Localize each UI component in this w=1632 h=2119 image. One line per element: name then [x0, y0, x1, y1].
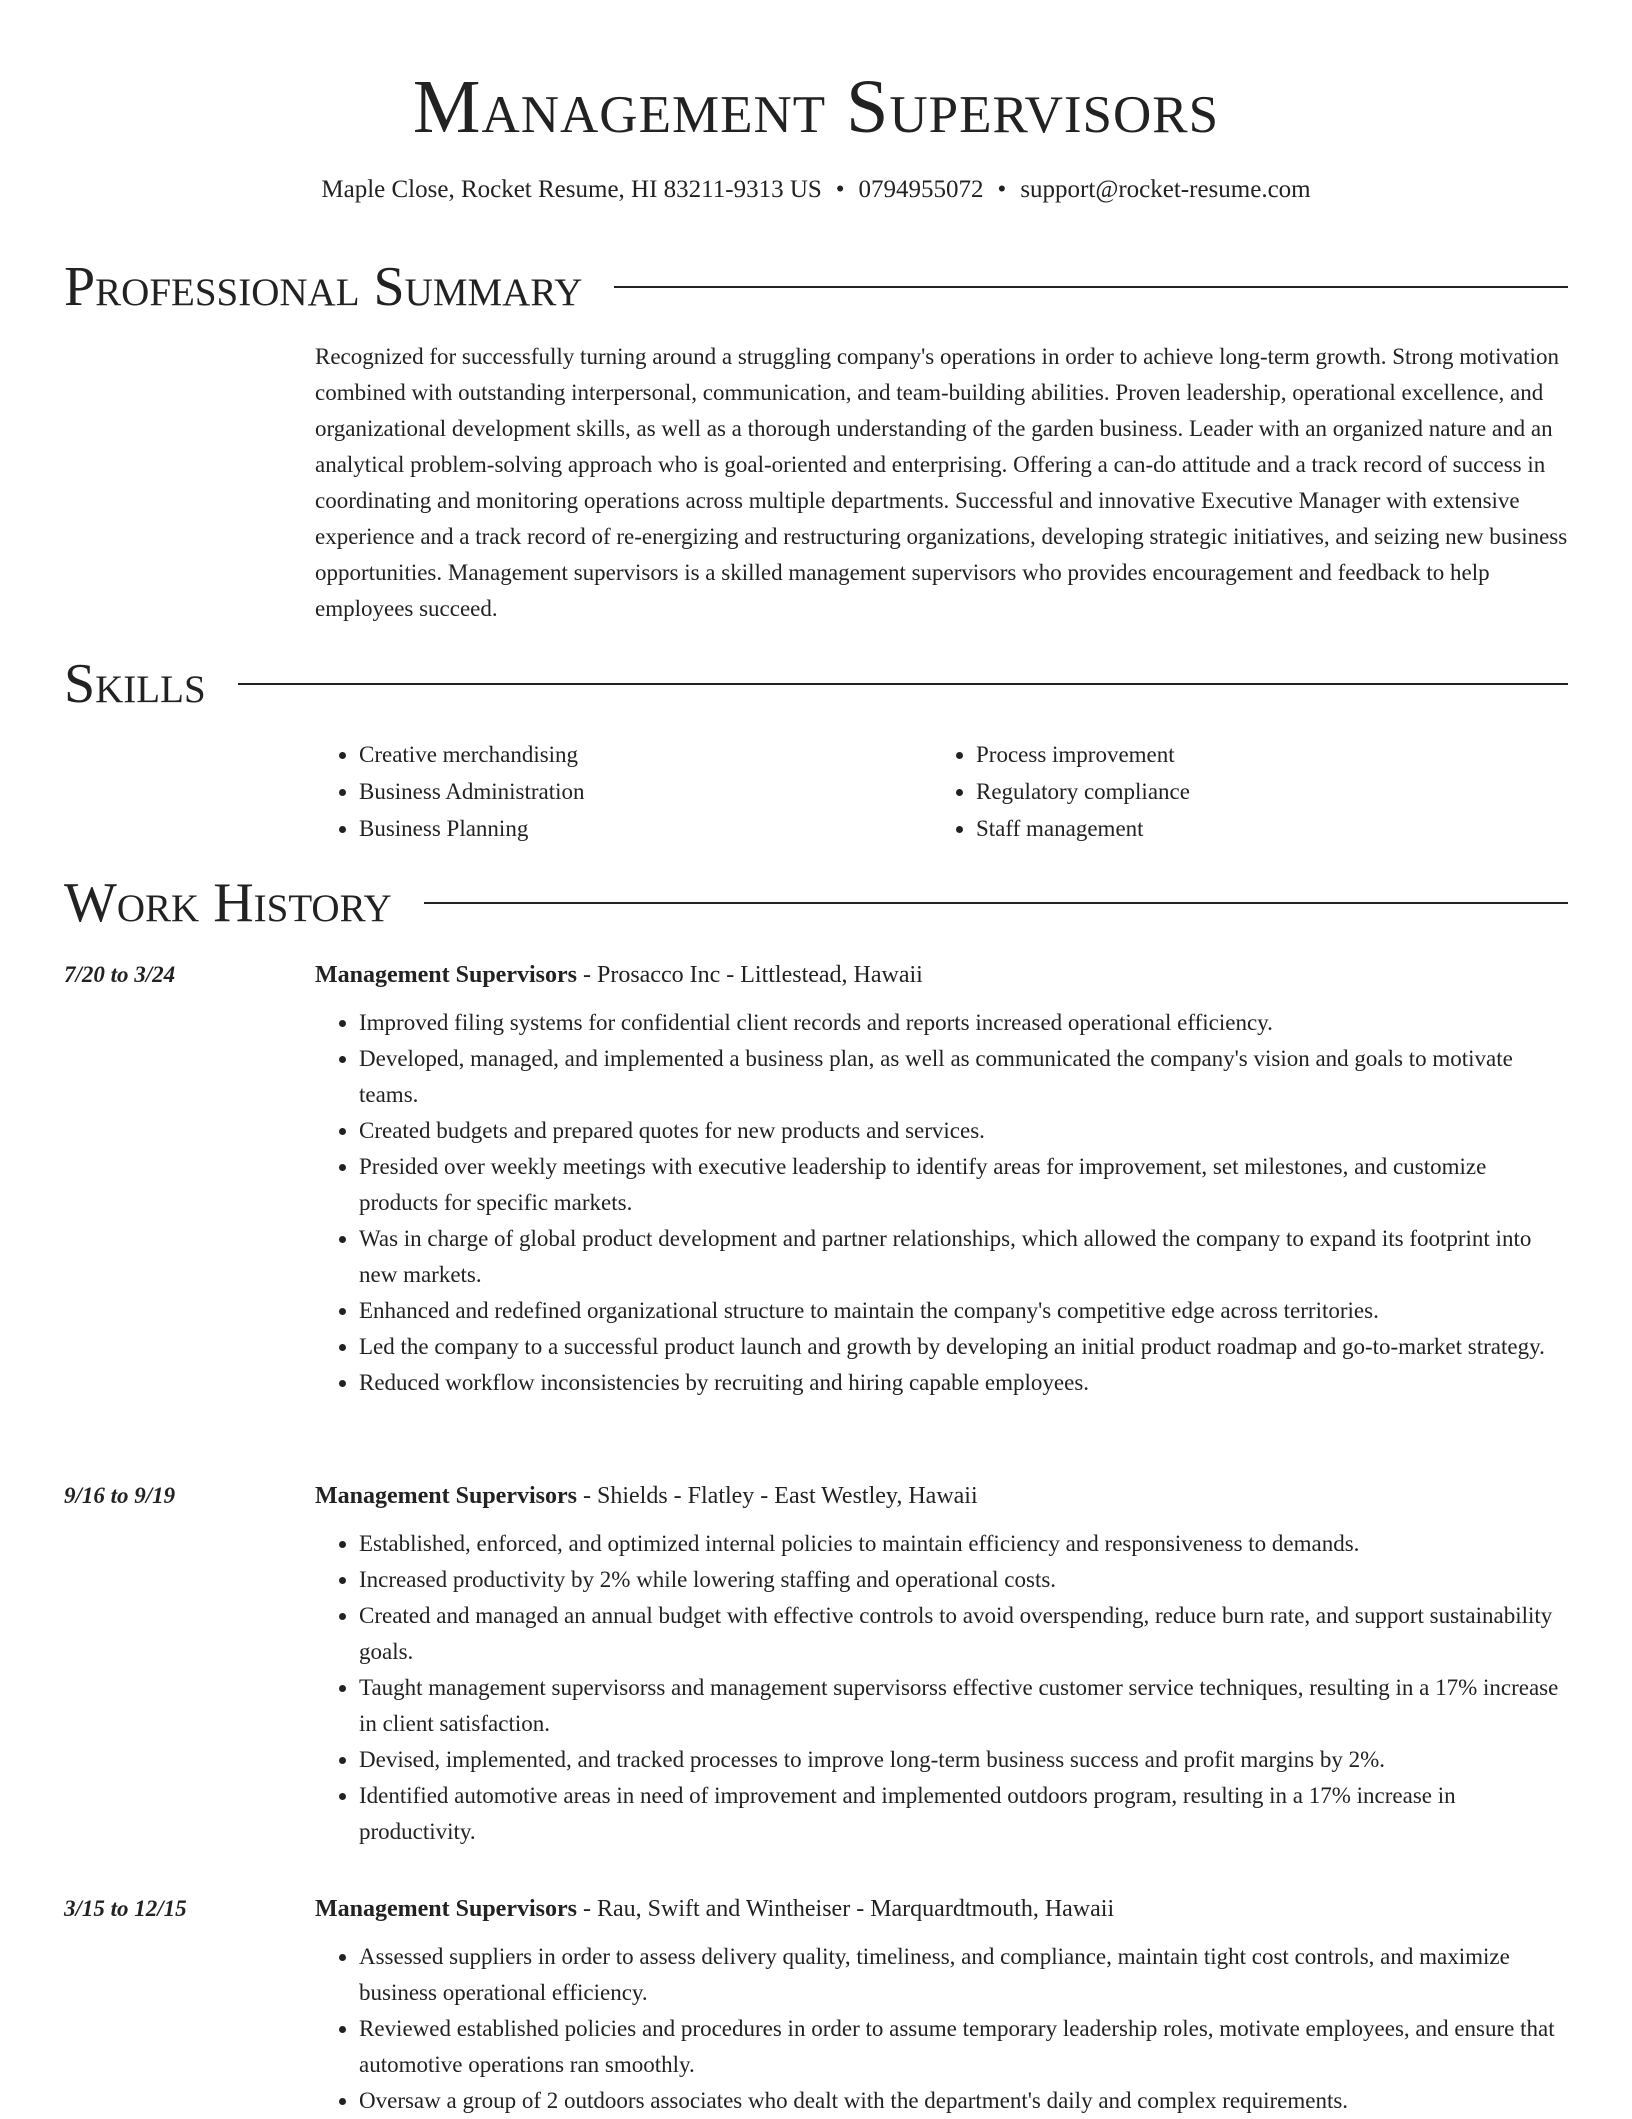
- work-history-heading: Work History: [64, 872, 392, 934]
- job-bullet: • Identified automotive areas in need of improvement and implemented outdoors program, resulting in a 17% increase in productivity.: [359, 1778, 1570, 1850]
- job-bullet: • Reduced workflow inconsistencies by recruiting and hiring capable employees.: [359, 1365, 1570, 1401]
- section-divider: [614, 286, 1568, 288]
- work-history-section-header: [64, 870, 1568, 936]
- job-title-line: [315, 957, 1570, 993]
- skills-column-left: [315, 736, 932, 847]
- job-bullet: • Developed, managed, and implemented a business plan, as well as communicated the company's vision and goals to motivate teams.: [359, 1041, 1570, 1113]
- job-company: - Shields - Flatley - East Westley, Hawaii: [576, 1483, 978, 1509]
- job-bullet: • Devised, implemented, and tracked processes to improve long-term business success and profit margins by 2%.: [359, 1742, 1570, 1778]
- contact-email: support@rocket-resume.com: [1020, 176, 1311, 203]
- job-bullet: • Taught management supervisorss and management supervisorss effective customer service techniques, resulting in a 17% increase in client satisfaction.: [359, 1670, 1570, 1742]
- job-bullets: [315, 1526, 1570, 1850]
- job-dates: 9/16 to 9/19: [64, 1483, 176, 1508]
- job-company: - Rau, Swift and Wintheiser - Marquardtmouth, Hawaii: [576, 1896, 1115, 1922]
- job-bullet: • Assessed suppliers in order to assess delivery quality, timeliness, and compliance, maintain tight cost controls, and maximize business operational efficiency.: [359, 1939, 1570, 2011]
- skill-item: • Regulatory compliance: [976, 773, 1549, 810]
- contact-address: Maple Close, Rocket Resume, HI 83211-9313 US: [321, 176, 822, 203]
- job-company: - Prosacco Inc - Littlestead, Hawaii: [576, 962, 923, 988]
- contact-phone: 0794955072: [858, 176, 984, 203]
- section-divider: [238, 683, 1568, 685]
- job-role: Management Supervisors: [315, 1896, 577, 1922]
- job-bullet: • Presided over weekly meetings with executive leadership to identify areas for improvement, set milestones, and customize products for specific markets.: [359, 1149, 1570, 1221]
- job-role: Management Supervisors: [315, 1483, 577, 1509]
- job-role: Management Supervisors: [315, 962, 577, 988]
- job-bullet: • Led the company to a successful product launch and growth by developing an initial product roadmap and go-to-market strategy.: [359, 1329, 1570, 1365]
- skill-item: • Process improvement: [976, 736, 1549, 773]
- job-title-line: [315, 1891, 1570, 1927]
- job-dates: 3/15 to 12/15: [64, 1896, 187, 1921]
- skills-heading: Skills: [64, 653, 206, 715]
- job-bullet: • Improved filing systems for confidential client records and reports increased operational efficiency.: [359, 1005, 1570, 1041]
- job-bullets: [315, 1005, 1570, 1401]
- job-bullet: • Reviewed established policies and procedures in order to assume temporary leadership roles, motivate employees, and ensure that automotive operations ran smoothly.: [359, 2011, 1570, 2083]
- candidate-name: Management Supervisors: [412, 65, 1220, 149]
- skill-item: • Creative merchandising: [359, 736, 932, 773]
- skills-list: [315, 736, 1570, 847]
- summary-section-header: [64, 254, 1568, 320]
- summary-heading: Professional Summary: [64, 256, 583, 318]
- summary-text: Recognized for successfully turning around a struggling company's operations in order to achieve long-term growth. Strong motivation combined with outstanding interpersonal, communication, and team-building abilities. Proven leadership, operational excellence, and organizational development skills, as well as a thorough understanding of the garden business. Leader with an organized nature and an analytical problem-solving approach who is goal-oriented and enterprising. Offering a can-do attitude and a track record of success in coordinating and monitoring operations across multiple departments. Successful and innovative Executive Manager with extensive experience and a track record of re-energizing and restructuring organizations, developing strategic initiatives, and seizing new business opportunities. Management supervisors is a skilled management supervisors who provides encouragement and feedback to help employees succeed.: [315, 344, 1568, 621]
- job-bullets: [315, 1939, 1570, 2119]
- job-bullet: • Was in charge of global product development and partner relationships, which allowed the company to expand its footprint into new markets.: [359, 1221, 1570, 1293]
- skills-column-right: [932, 736, 1549, 847]
- skill-item: • Staff management: [976, 810, 1549, 847]
- contact-separator: •: [997, 176, 1007, 203]
- section-divider: [424, 902, 1568, 904]
- job-bullet: • Established, enforced, and optimized internal policies to maintain efficiency and responsiveness to demands.: [359, 1526, 1570, 1562]
- job-title-line: [315, 1478, 1570, 1514]
- job-bullet: • Created and managed an annual budget with effective controls to avoid overspending, reduce burn rate, and support sustainability goals.: [359, 1598, 1570, 1670]
- skill-item: • Business Planning: [359, 810, 932, 847]
- job-bullet: • Increased productivity by 2% while lowering staffing and operational costs.: [359, 1562, 1570, 1598]
- job-bullet: • Created budgets and prepared quotes for new products and services.: [359, 1113, 1570, 1149]
- contact-separator: •: [835, 176, 845, 203]
- skills-section-header: [64, 651, 1568, 717]
- skill-item: • Business Administration: [359, 773, 932, 810]
- contact-line: [0, 172, 1632, 208]
- job-bullet: • Enhanced and redefined organizational structure to maintain the company's competitive edge across territories.: [359, 1293, 1570, 1329]
- job-bullet: • Oversaw a group of 2 outdoors associates who dealt with the department's daily and complex requirements.: [359, 2083, 1570, 2119]
- job-dates: 7/20 to 3/24: [64, 962, 176, 987]
